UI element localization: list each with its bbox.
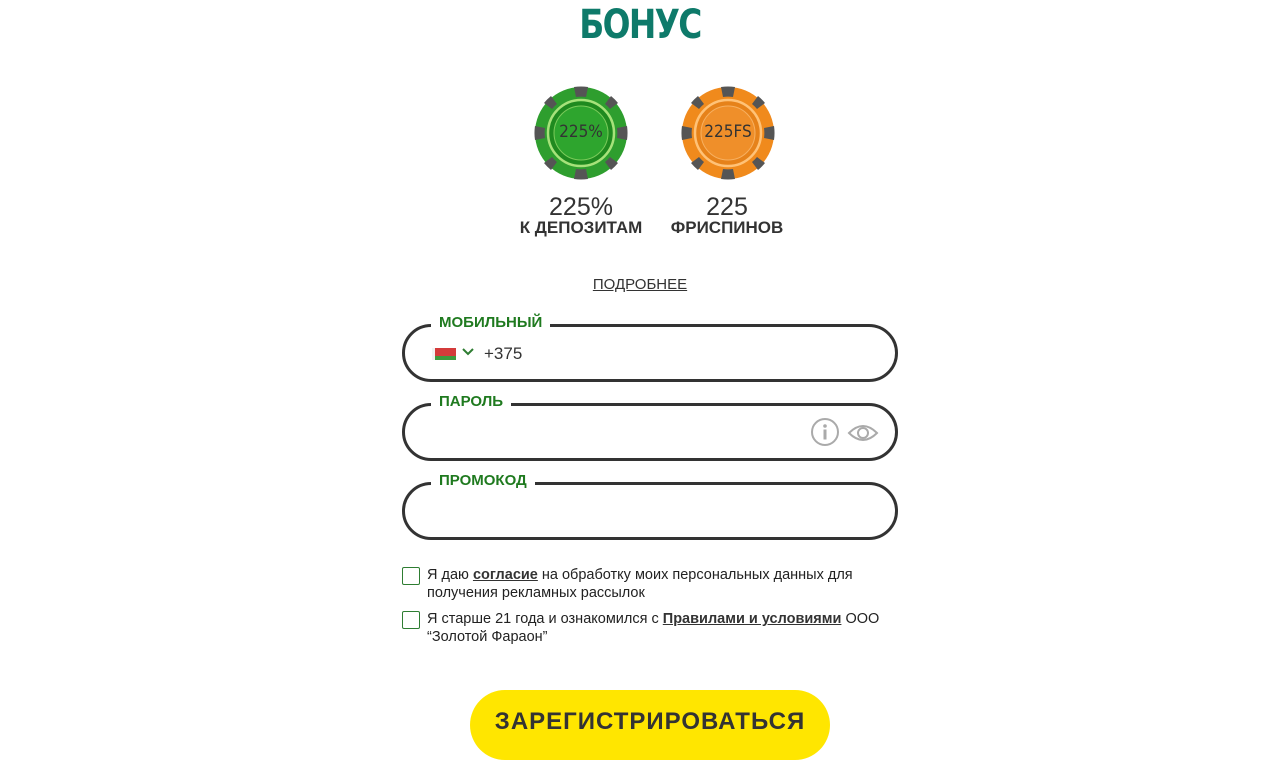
more-details-link[interactable] — [0, 276, 1280, 293]
deposit-bonus-value: 225% — [549, 193, 613, 221]
freespins-bonus-chip-icon — [681, 86, 775, 180]
phone-field[interactable] — [402, 314, 898, 382]
age-terms-text: Я старше 21 года и ознакомился с Правилами и условиями ООО “Золотой Фараон” — [427, 611, 880, 645]
eye-icon[interactable] — [847, 422, 879, 444]
chip-label: 225% — [559, 122, 603, 142]
age-terms-checkbox[interactable] — [402, 611, 420, 629]
page-title: БОНУС — [579, 2, 701, 48]
consent-text: Я даю согласие на обработку моих персональных данных для получения рекламных рассылок — [427, 567, 853, 601]
consent-checkbox[interactable] — [402, 567, 420, 585]
register-button[interactable]: ЗАРЕГИСТРИРОВАТЬСЯ — [470, 690, 830, 760]
belarus-flag-icon[interactable] — [432, 348, 456, 360]
phone-prefix: +375 — [484, 344, 523, 363]
deposit-bonus-label: К ДЕПОЗИТАМ — [519, 218, 643, 237]
promo-code-label: ПРОМОКОД — [431, 471, 535, 491]
freespins-bonus-value: 225 — [706, 193, 748, 221]
phone-label: МОБИЛЬНЫЙ — [431, 313, 550, 333]
password-label: ПАРОЛЬ — [431, 392, 511, 412]
freespins-bonus-label: ФРИСПИНОВ — [670, 218, 784, 237]
info-icon[interactable] — [811, 418, 839, 446]
chip-label: 225FS — [704, 122, 752, 142]
deposit-bonus-chip-icon — [534, 86, 628, 180]
more-details-link-text[interactable]: ПОДРОБНЕЕ — [592, 276, 688, 293]
consent-link[interactable]: согласие — [472, 567, 538, 583]
promo-code-field[interactable] — [402, 472, 898, 540]
password-field[interactable] — [402, 393, 898, 461]
chevron-down-icon[interactable] — [462, 344, 474, 360]
terms-link[interactable]: Правилами и условиями — [662, 611, 842, 627]
